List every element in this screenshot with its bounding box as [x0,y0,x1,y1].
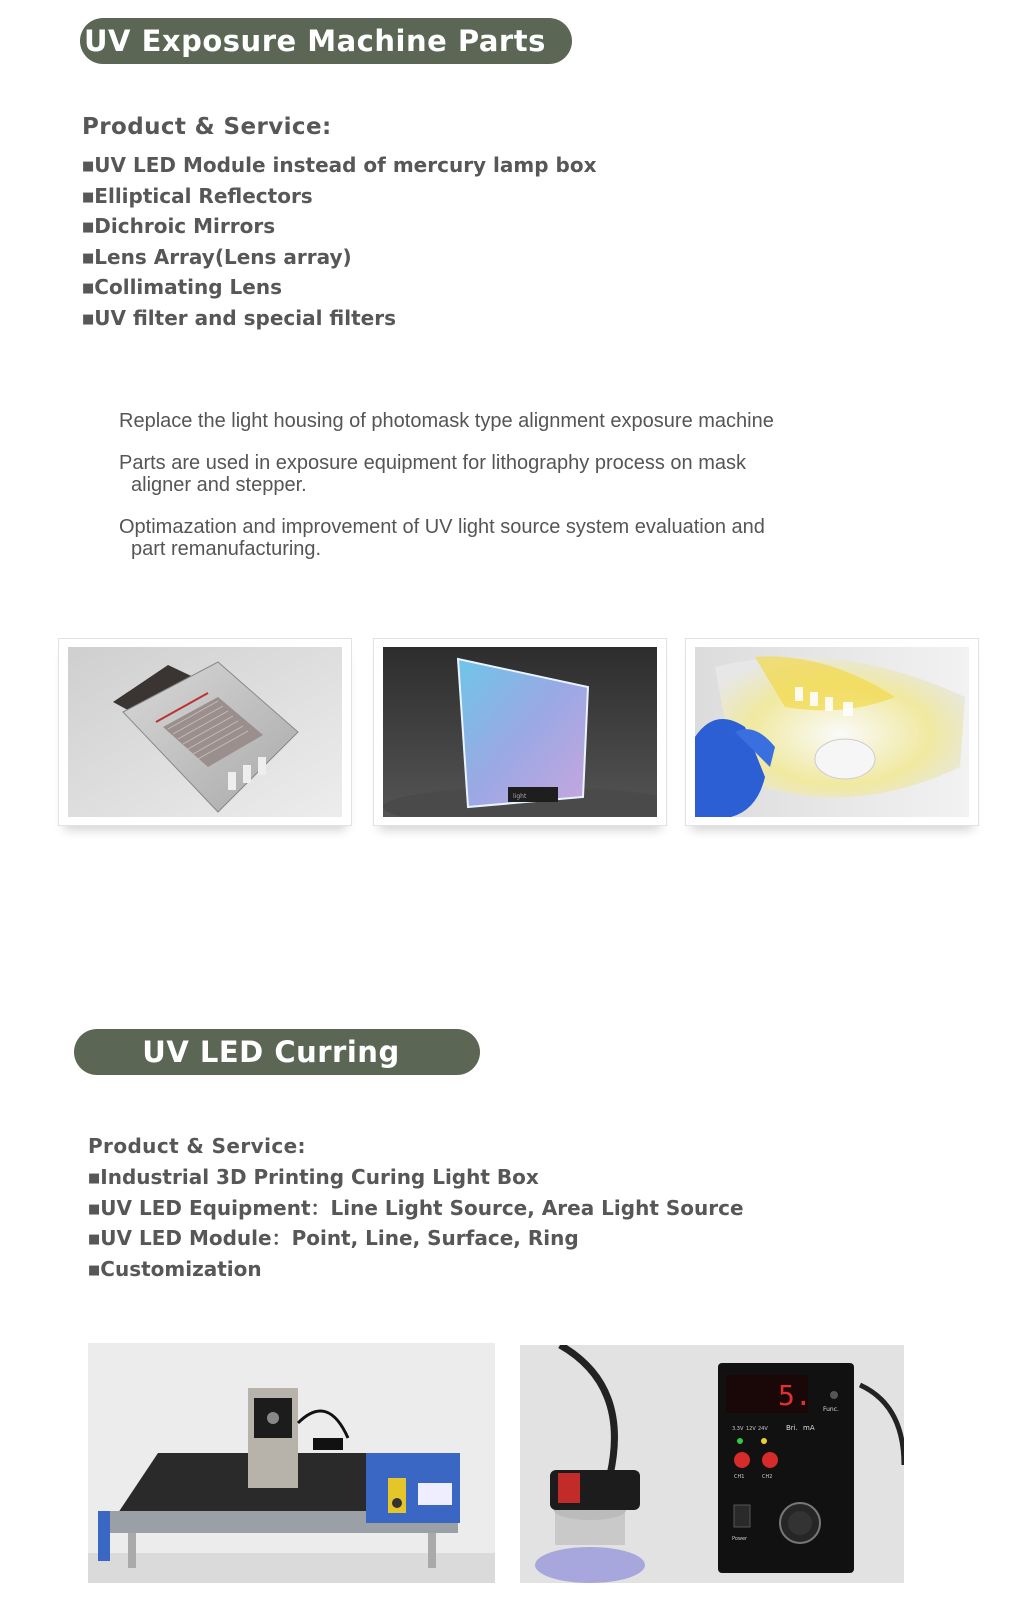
services-list-curing [88,1134,744,1284]
services-list-exposure [82,114,596,333]
bri-label: Bri. [786,1424,798,1432]
power-label: Power [732,1536,748,1542]
section-title-uv-exposure [80,18,572,64]
ch1-label: CH1 [734,1474,745,1480]
voltage-label: 24V [758,1426,768,1432]
service-item: ■UV LED Module：Point, Line, Surface, Ring [88,1226,579,1250]
led-controller-photo [520,1345,904,1583]
services-heading: Product & Service: [82,114,332,140]
description-paragraph: Replace the light housing of photomask type alignment exposure machine [119,410,774,432]
ch2-label: CH2 [762,1474,773,1480]
func-label: Func. [823,1406,839,1413]
section-title-text: UV Exposure Machine Parts [84,24,546,58]
services-heading: Product & Service: [88,1134,306,1158]
photo-card-elliptical-reflector [685,638,979,826]
service-item: ■Collimating Lens [82,275,283,299]
section-title-uv-led-curing [74,1029,480,1075]
elliptical-reflector-photo [695,647,969,817]
controller-display: 5. [778,1379,812,1412]
service-item: ■UV filter and special filters [82,305,397,330]
service-item: ■UV LED Equipment：Line Light Source, Area Light Source [88,1195,744,1220]
service-item: ■Elliptical Reflectors [82,183,313,208]
stand-label: light [513,793,527,800]
description-paragraph: Optimazation and improvement of UV light source system evaluation and part remanufacturing. [119,516,765,560]
photo-card-led-module [58,638,352,826]
service-item: ■Dichroic Mirrors [82,214,276,238]
description-block [119,410,859,580]
section-title-text: UV LED Curring [142,1035,400,1069]
voltage-label: 12V [746,1426,756,1432]
dichroic-mirror-photo [383,647,657,817]
description-paragraph: Parts are used in exposure equipment for lithography process on mask aligner and stepper. [119,452,747,496]
led-module-photo [68,647,342,817]
voltage-label: 3.3V [732,1426,744,1432]
service-item: ■UV LED Module instead of mercury lamp box [82,153,597,177]
curing-conveyor-photo [88,1343,495,1583]
service-item: ■Industrial 3D Printing Curing Light Box [88,1165,539,1189]
service-item: ■Customization [88,1256,262,1281]
photo-card-dichroic-mirror [373,638,667,826]
service-item: ■Lens Array(Lens array) [82,244,352,269]
ma-label: mA [803,1424,815,1432]
